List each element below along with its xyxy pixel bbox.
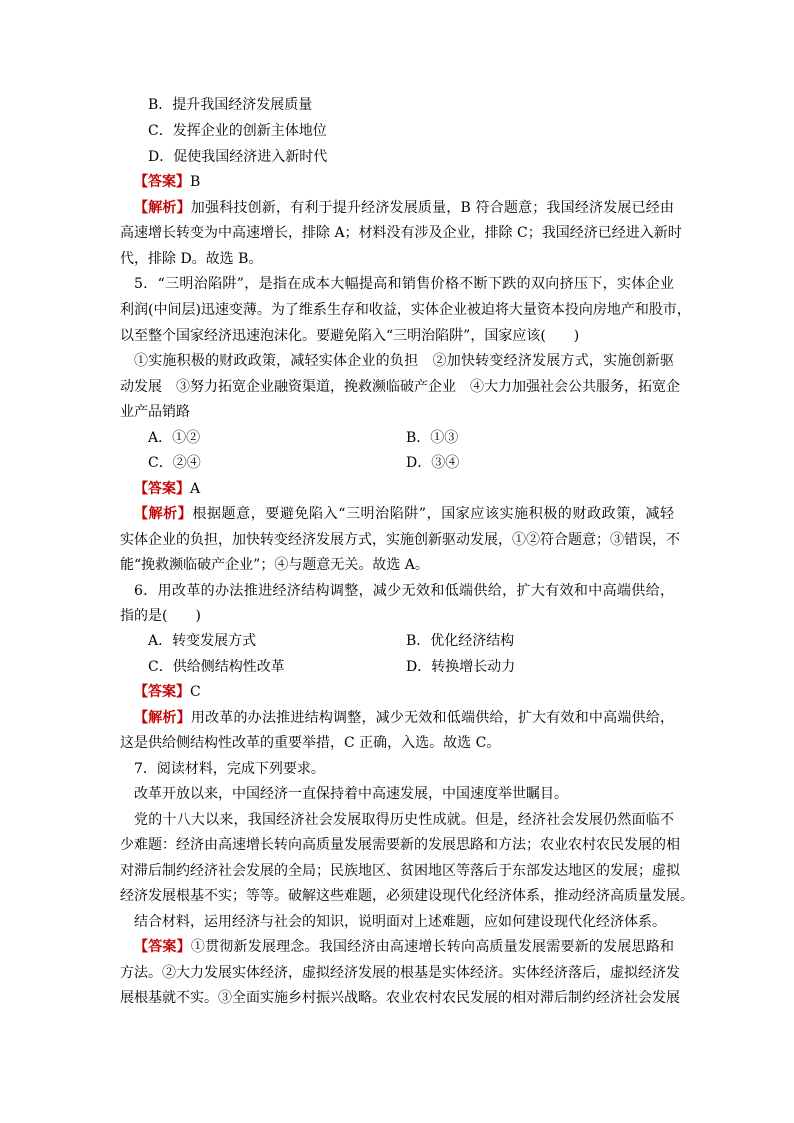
q6-option-c: C．供给侧结构性改革 bbox=[148, 659, 285, 675]
answer-value: B bbox=[190, 174, 201, 190]
answer-text: ①贯彻新发展理念。我国经济由高速增长转向高质量发展需要新的发展思路和 bbox=[190, 939, 675, 955]
q4-analysis-line-1 bbox=[134, 199, 674, 217]
q6-stem-line-1: 6．用改革的办法推进经济结构调整，减少无效和低端供给，扩大有效和中高端供给， bbox=[134, 583, 674, 599]
q5-items-line-3: 业产品销路 bbox=[120, 404, 190, 420]
q4-analysis-line-2: 高速增长转变为中高速增长，排除 A；材料没有涉及企业，排除 C；我国经济已经进入新时 bbox=[120, 225, 682, 241]
answer-tag: 【答案】 bbox=[134, 939, 191, 955]
analysis-text: 加强科技创新，有利于提升经济发展质量，B 符合题意；我国经济发展已经由 bbox=[190, 200, 674, 216]
q7-material-line-4: 经济发展根基不实；等等。破解这些难题，必须建设现代化经济体系，推动经济高质量发展。 bbox=[120, 888, 694, 904]
q4-option-b: B．提升我国经济发展质量 bbox=[148, 97, 313, 113]
q7-answer-line-2: 方法。②大力发展实体经济，虚拟经济发展的根基是实体经济。实体经济落后，虚拟经济发 bbox=[120, 965, 680, 981]
q6-option-a: A．转变发展方式 bbox=[148, 633, 257, 649]
q5-analysis-line-1 bbox=[134, 505, 674, 523]
q6-analysis-line-2: 这是供给侧结构性改革的重要举措，C 正确，入选。故选 C。 bbox=[120, 735, 501, 751]
answer-tag: 【答案】 bbox=[134, 684, 190, 700]
q5-option-d: D．③④ bbox=[406, 455, 460, 471]
q4-analysis-line-3: 代，排除 D。故选 B。 bbox=[120, 251, 263, 267]
q7-answer-line-1 bbox=[134, 938, 674, 956]
q5-stem-line-1: 5．“三明治陷阱”，是指在成本大幅提高和销售价格不断下跌的双向挤压下，实体企业 bbox=[134, 276, 674, 292]
q4-option-d: D．促使我国经济进入新时代 bbox=[148, 149, 328, 165]
q4-answer bbox=[134, 173, 200, 191]
q6-analysis-line-1 bbox=[134, 709, 674, 727]
q5-analysis-line-2: 实体企业的负担，加快转变经济发展方式，实施创新驱动发展，①②符合题意；③错误，不 bbox=[120, 532, 680, 548]
analysis-tag: 【解析】 bbox=[134, 710, 191, 726]
q5-stem-line-3: 以至整个国家经济迅速泡沫化。要避免陷入“三明治陷阱”，国家应该( ) bbox=[120, 328, 580, 344]
q5-answer bbox=[134, 480, 200, 498]
analysis-tag: 【解析】 bbox=[134, 200, 191, 216]
q7-material-paragraph-1: 改革开放以来，中国经济一直保持着中高速发展，中国速度举世瞩目。 bbox=[134, 786, 568, 802]
q5-stem-line-2: 利润(中间层)迅速变薄。为了维系生存和收益，实体企业被迫将大量资本投向房地产和股市， bbox=[120, 302, 691, 318]
q7-material-line-2: 少难题：经济由高速增长转向高质量发展需要新的发展思路和方法；农业农村农民发展的相 bbox=[120, 837, 680, 853]
analysis-text: 用改革的办法推进结构调整，减少无效和低端供给，扩大有效和中高端供给， bbox=[190, 710, 675, 726]
q6-stem-line-2: 指的是( ) bbox=[120, 608, 201, 624]
q7-answer-line-3: 展根基就不实。③全面实施乡村振兴战略。农业农村农民发展的相对滞后制约经济社会发展 bbox=[120, 990, 680, 1006]
analysis-tag: 【解析】 bbox=[134, 506, 193, 522]
answer-value: C bbox=[190, 684, 201, 700]
analysis-text: 根据题意，要避免陷入“三明治陷阱”，国家应该实施积极的财政政策，减轻 bbox=[192, 506, 675, 522]
answer-tag: 【答案】 bbox=[134, 174, 190, 190]
q5-option-a: A．①② bbox=[148, 430, 201, 446]
q7-stem: 7．阅读材料，完成下列要求。 bbox=[134, 761, 325, 777]
q5-option-c: C．②④ bbox=[148, 455, 201, 471]
q5-items-line-1: ①实施积极的财政政策，减轻实体企业的负担 ②加快转变经济发展方式，实施创新驱 bbox=[134, 353, 674, 369]
q6-answer bbox=[134, 683, 201, 701]
q4-option-c: C．发挥企业的创新主体地位 bbox=[148, 123, 327, 139]
q7-material-line-1: 党的十八大以来，我国经济社会发展取得历史性成就。但是，经济社会发展仍然面临不 bbox=[134, 812, 674, 828]
answer-tag: 【答案】 bbox=[134, 481, 190, 497]
q5-option-b: B．①③ bbox=[406, 430, 459, 446]
q6-option-d: D．转换增长动力 bbox=[406, 659, 516, 675]
q7-question: 结合材料，运用经济与社会的知识，说明面对上述难题，应如何建设现代化经济体系。 bbox=[134, 914, 666, 930]
q6-option-b: B．优化经济结构 bbox=[406, 633, 515, 649]
q5-items-line-2: 动发展 ③努力拓宽企业融资渠道，挽救濒临破产企业 ④大力加强社会公共服务，拓宽企 bbox=[120, 379, 680, 395]
answer-value: A bbox=[190, 481, 201, 497]
q5-analysis-line-3: 能“挽救濒临破产企业”；④与题意无关。故选 A。 bbox=[120, 557, 429, 573]
q7-material-line-3: 对滞后制约经济社会发展的全局；民族地区、贫困地区等落后于东部发达地区的发展；虚拟 bbox=[120, 863, 680, 879]
